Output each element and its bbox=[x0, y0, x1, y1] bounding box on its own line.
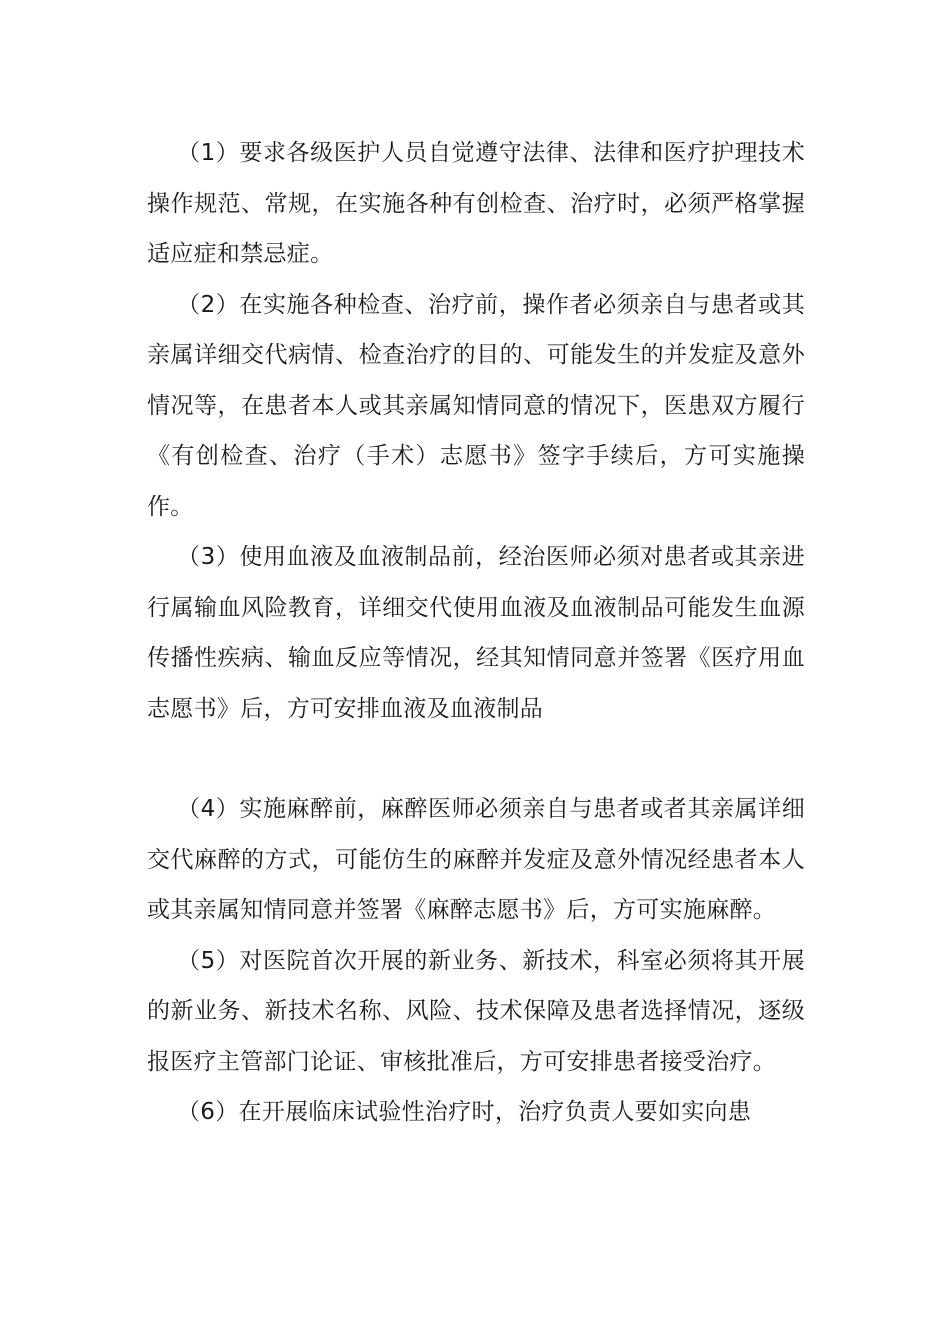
paragraph-5: （5）对医院首次开展的新业务、新技术，科室必须将其开展的新业务、新技术名称、风险、技术保障及患者选择情况，逐级报医疗主管部门论证、审核批准后，方可安排患者接受治疗。 bbox=[147, 947, 805, 1075]
paragraph-2: （2）在实施各种检查、治疗前，操作者必须亲自与患者或其亲属详细交代病情、检查治疗的目的、可能发生的并发症及意外情况等，在患者本人或其亲属知情同意的情况下，医患双方履行《有创检查、治疗（手术）志愿书》签字手续后，方可实施操作。 bbox=[147, 291, 805, 520]
paragraph-4: （4）实施麻醉前，麻醉医师必须亲自与患者或者其亲属详细交代麻醉的方式，可能仿生的麻醉并发症及意外情况经患者本人或其亲属知情同意并签署《麻醉志愿书》后，方可实施麻醉。 bbox=[147, 796, 805, 923]
paragraph-3: （3）使用血液及血液制品前，经治医师必须对患者或其亲进行属输血风险教育，详细交代使用血液及血液制品可能发生血源传播性疾病、输血反应等情况，经其知情同意并签署《医疗用血志愿书》后，方可安排血液及血液制品 bbox=[147, 544, 805, 722]
paragraph-1: （1）要求各级医护人员自觉遵守法律、法律和医疗护理技术操作规范、常规，在实施各种有创检查、治疗时，必须严格掌握适应症和禁忌症。 bbox=[147, 140, 805, 267]
document-body bbox=[147, 128, 805, 1138]
paragraph-6: （6）在开展临床试验性治疗时，治疗负责人要如实向患 bbox=[177, 1099, 752, 1125]
